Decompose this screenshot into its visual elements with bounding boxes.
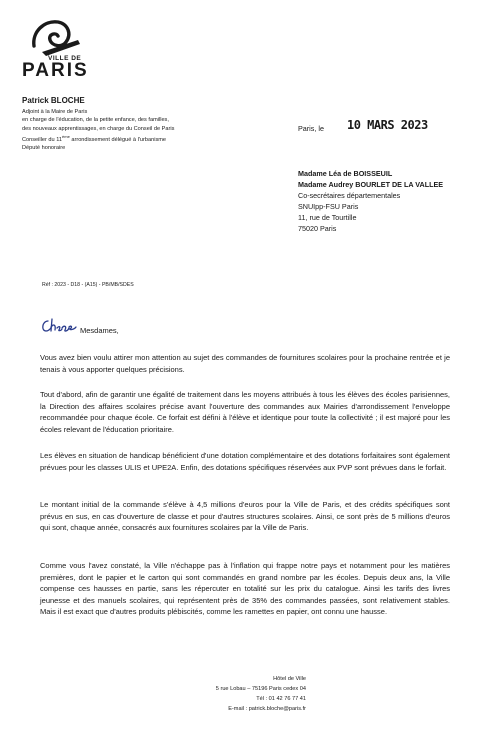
- recipient-name: Madame Audrey BOURLET DE LA VALLEE: [298, 180, 444, 189]
- role-line: Adjoint à la Maire de Paris: [22, 109, 88, 115]
- footer-email: E-mail : patrick.bloche@paris.fr: [228, 706, 306, 712]
- date-prefix: Paris, le: [298, 124, 324, 133]
- author-role: [22, 108, 262, 152]
- body-paragraph: Comme vous l'avez constaté, la Ville n'échappe pas à l'inflation qui frappe notre pays et notamment pour les matières premières, dont le papier et le carton qui sont commandés en grand nombre par les écoles. Depuis deux ans, la Ville compense ces hausses en partie, sans les répercuter en totalité sur les prix du catalogue. Ainsi les tarifs des livres jeunesse et des manuels scolaires, qui représentent près de 35% des commandes passées, sont relativement stables. Mais il est exact que d'autres produits plébiscités, comme les ramettes en papier, ont connu une hausse.: [40, 561, 450, 617]
- recipient-street: 11, rue de Tourtille: [298, 213, 357, 222]
- logo-text-ville-de: VILLE DE: [48, 55, 82, 62]
- footer-line: 5 rue Lobau – 75196 Paris cedex 04: [215, 686, 306, 692]
- author-name: Patrick BLOCHE: [22, 96, 85, 105]
- reference: Réf : 2023 - D18 - (A15) - PB/MB/SDES: [42, 282, 134, 288]
- body-paragraph: Vous avez bien voulu attirer mon attention au sujet des commandes de fournitures scolaires pour la prochaine rentrée et je tenais à vous apporter quelques précisions.: [40, 353, 450, 374]
- body-paragraph: Tout d'abord, afin de garantir une égalité de traitement dans les moyens attribués à tous les élèves des écoles parisiennes, la Direction des affaires scolaires précise avant l'ouverture des commandes aux Mairies d'arrondissement l'enveloppe recommandée pour chaque école. Ce forfait est défini à l'élève et identique pour toute la collectivité ; il est majoré pour les écoles relevant de l'éducation prioritaire.: [40, 390, 450, 434]
- recipient-org: SNUIpp-FSU Paris: [298, 202, 359, 211]
- logo-text-paris: PARIS: [22, 60, 89, 81]
- date-stamp: 10 MARS 2023: [347, 118, 428, 132]
- role-line: Député honoraire: [22, 145, 66, 152]
- recipient-address: [298, 168, 443, 234]
- body-paragraph: Le montant initial de la commande s'élève à 4,5 millions d'euros pour la Ville de Paris, et des crédits spécifiques sont prévus en sus, en cas d'ouverture de classe et pour d'autres structures scolaires. Ainsi, ce sont près de 5 millions d'euros qui sont, chaque année, consacrés aux fournitures scolaires par la Ville de Paris.: [40, 500, 450, 533]
- footer-address: [216, 674, 306, 714]
- role-line: Conseiller du 11ème arrondissement délégué à l'urbanisme: [22, 133, 167, 143]
- salutation: Mesdames,: [80, 326, 119, 335]
- recipient-title: Co-secrétaires départementales: [298, 191, 401, 200]
- footer-phone: Tél : 01 42 76 77 41: [256, 696, 306, 702]
- body-paragraph: Les élèves en situation de handicap bénéficient d'une dotation complémentaire et des dotations forfaitaires sont également prévues pour les classes ULIS et UPE2A. Enfin, des dotations spécifiques réservées aux PVP sont prévues dans le forfait.: [40, 451, 450, 472]
- footer-line: Hôtel de Ville: [273, 676, 306, 682]
- role-line: en charge de l'éducation, de la petite enfance, des familles,: [22, 117, 169, 124]
- recipient-name: Madame Léa de BOISSEUIL: [298, 169, 393, 178]
- handwritten-salutation-icon: [40, 315, 78, 337]
- recipient-city: 75020 Paris: [298, 224, 337, 233]
- role-line: des nouveaux apprentissages, en charge du Conseil de Paris: [22, 125, 175, 132]
